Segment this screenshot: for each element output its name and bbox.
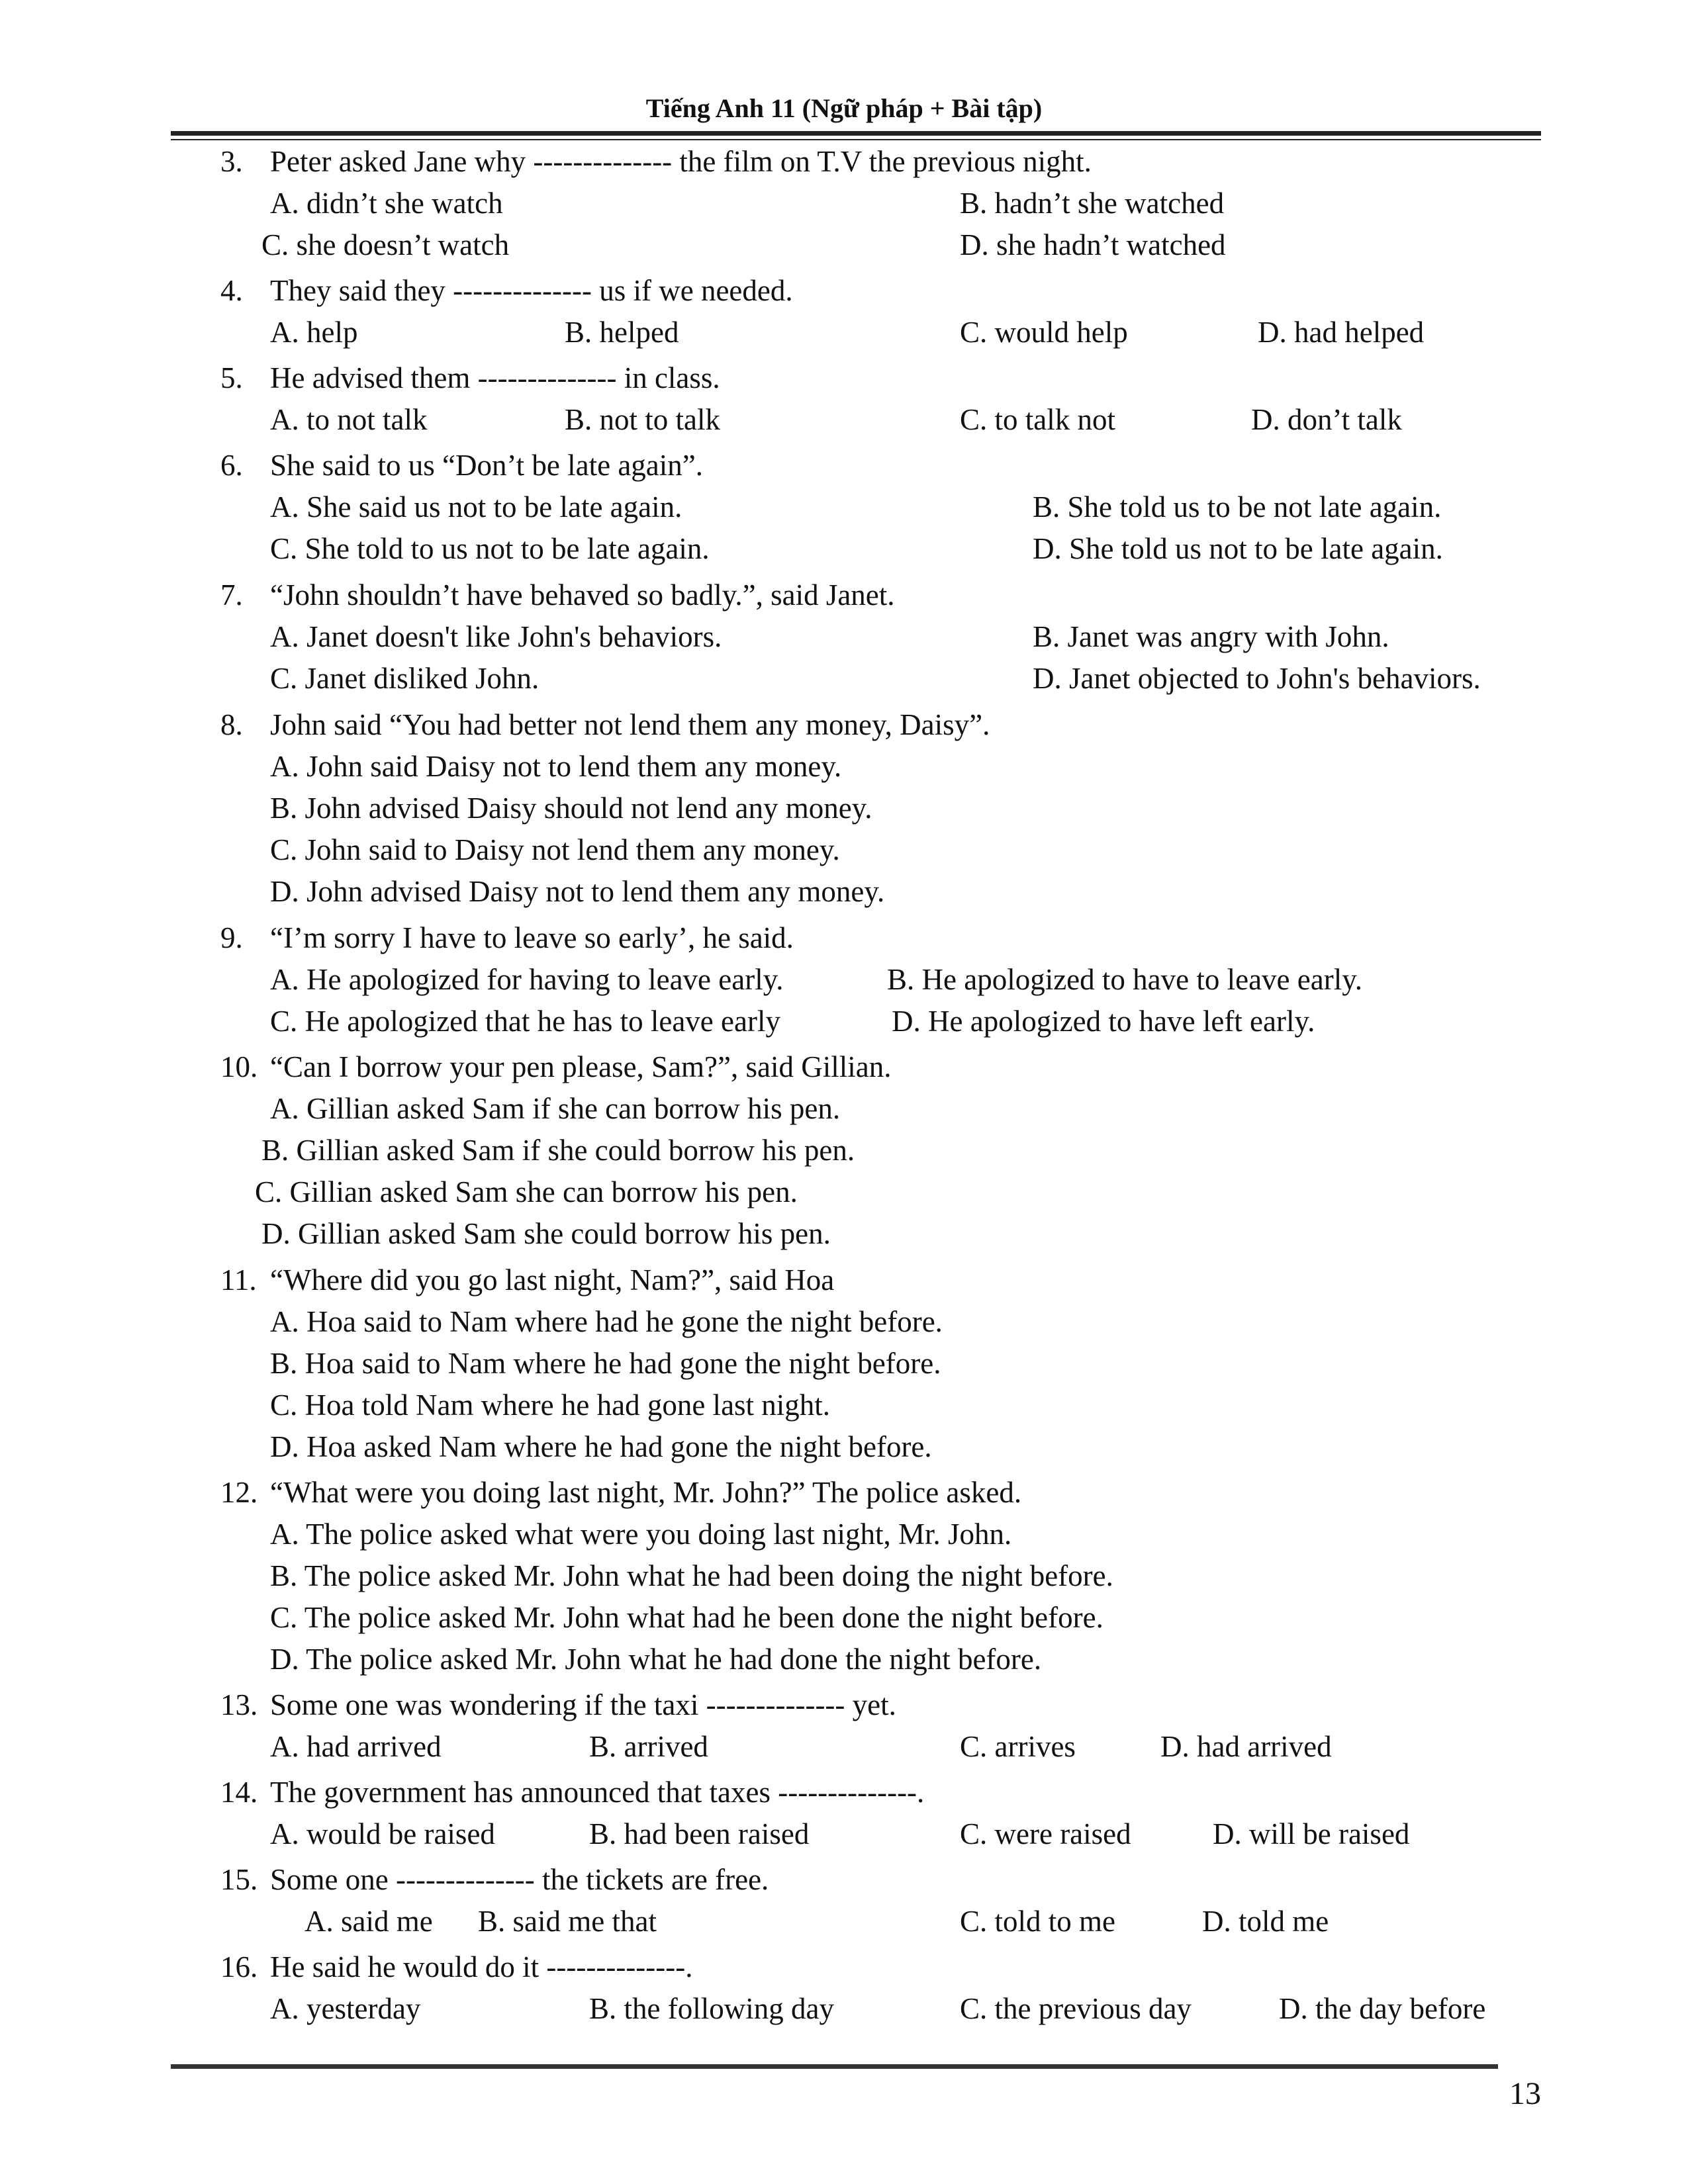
- answer-option: C. to talk not: [960, 403, 1115, 436]
- question-stem: “Where did you go last night, Nam?”, said Hoa: [270, 1263, 835, 1297]
- question-stem: He advised them -------------- in class.: [270, 361, 720, 394]
- question-stem: She said to us “Don’t be late again”.: [270, 449, 703, 482]
- answer-option: B. the following day: [589, 1992, 834, 2025]
- answer-option: C. told to me: [960, 1905, 1115, 1938]
- answer-option: B. John advised Daisy should not lend any money.: [270, 792, 872, 825]
- answer-option: D. had arrived: [1160, 1730, 1332, 1763]
- answer-option: A. He apologized for having to leave early.: [270, 963, 784, 996]
- answer-option: C. She told to us not to be late again.: [270, 532, 710, 565]
- answer-option: B. She told us to be not late again.: [1033, 490, 1442, 523]
- question-number: 5.: [220, 361, 243, 394]
- answer-option: B. arrived: [589, 1730, 708, 1763]
- answer-option: A. John said Daisy not to lend them any money.: [270, 750, 842, 783]
- answer-option: A. help: [270, 316, 358, 349]
- question-number: 14.: [220, 1776, 258, 1809]
- answer-option: D. Hoa asked Nam where he had gone the night before.: [270, 1430, 932, 1463]
- answer-option: C. He apologized that he has to leave early: [270, 1005, 780, 1038]
- answer-option: B. not to talk: [565, 403, 720, 436]
- question-number: 11.: [220, 1263, 257, 1297]
- answer-option: C. Janet disliked John.: [270, 662, 539, 695]
- answer-option: C. were raised: [960, 1817, 1131, 1850]
- answer-option: A. would be raised: [270, 1817, 495, 1850]
- answer-option: C. Gillian asked Sam she can borrow his pen.: [255, 1175, 798, 1208]
- question-number: 7.: [220, 578, 243, 612]
- question-number: 4.: [220, 274, 243, 307]
- answer-option: A. Hoa said to Nam where had he gone the night before.: [270, 1305, 943, 1338]
- answer-option: A. yesterday: [270, 1992, 421, 2025]
- answer-option: D. the day before: [1279, 1992, 1486, 2025]
- question-stem: He said he would do it --------------.: [270, 1950, 693, 1983]
- answer-option: D. don’t talk: [1251, 403, 1402, 436]
- question-stem: The government has announced that taxes --------------.: [270, 1776, 925, 1809]
- answer-option: D. John advised Daisy not to lend them any money.: [270, 875, 885, 908]
- question-stem: “What were you doing last night, Mr. John?” The police asked.: [270, 1476, 1022, 1509]
- question-number: 6.: [220, 449, 243, 482]
- answer-option: B. had been raised: [589, 1817, 810, 1850]
- answer-option: B. helped: [565, 316, 679, 349]
- question-stem: They said they -------------- us if we needed.: [270, 274, 793, 307]
- question-stem: Some one -------------- the tickets are free.: [270, 1863, 769, 1896]
- answer-option: D. Janet objected to John's behaviors.: [1033, 662, 1481, 695]
- answer-option: B. hadn’t she watched: [960, 187, 1225, 220]
- answer-option: B. He apologized to have to leave early.: [887, 963, 1363, 996]
- answer-option: B. Hoa said to Nam where he had gone the night before.: [270, 1347, 941, 1380]
- question-number: 16.: [220, 1950, 258, 1983]
- answer-option: A. to not talk: [270, 403, 428, 436]
- answer-option: A. Janet doesn't like John's behaviors.: [270, 620, 722, 653]
- answer-option: A. said me: [305, 1905, 433, 1938]
- page-number: 13: [1509, 2076, 1541, 2111]
- question-stem: “John shouldn’t have behaved so badly.”, said Janet.: [270, 578, 895, 612]
- answer-option: C. the previous day: [960, 1992, 1192, 2025]
- question-number: 9.: [220, 921, 243, 954]
- answer-option: C. Hoa told Nam where he had gone last night.: [270, 1388, 831, 1422]
- answer-option: C. John said to Daisy not lend them any money.: [270, 833, 840, 866]
- answer-option: D. He apologized to have left early.: [892, 1005, 1315, 1038]
- answer-option: D. told me: [1202, 1905, 1329, 1938]
- question-stem: John said “You had better not lend them any money, Daisy”.: [270, 708, 990, 741]
- answer-option: B. Gillian asked Sam if she could borrow his pen.: [261, 1134, 855, 1167]
- answer-option: C. arrives: [960, 1730, 1076, 1763]
- question-number: 3.: [220, 145, 243, 178]
- answer-option: A. She said us not to be late again.: [270, 490, 682, 523]
- answer-option: D. She told us not to be late again.: [1033, 532, 1443, 565]
- question-stem: Peter asked Jane why -------------- the film on T.V the previous night.: [270, 145, 1092, 178]
- answer-option: B. said me that: [478, 1905, 657, 1938]
- question-stem: “Can I borrow your pen please, Sam?”, said Gillian.: [270, 1050, 892, 1083]
- question-stem: “I’m sorry I have to leave so early’, he said.: [270, 921, 794, 954]
- question-number: 12.: [220, 1476, 258, 1509]
- page-title: Tiếng Anh 11 (Ngữ pháp + Bài tập): [645, 93, 1043, 123]
- answer-option: D. she hadn’t watched: [960, 228, 1226, 261]
- question-stem: Some one was wondering if the taxi -------------- yet.: [270, 1688, 896, 1721]
- answer-option: D. will be raised: [1213, 1817, 1410, 1850]
- question-number: 8.: [220, 708, 243, 741]
- answer-option: D. Gillian asked Sam she could borrow his pen.: [261, 1217, 831, 1250]
- answer-option: B. Janet was angry with John.: [1033, 620, 1389, 653]
- question-number: 10.: [220, 1050, 258, 1083]
- answer-option: B. The police asked Mr. John what he had been doing the night before.: [270, 1559, 1113, 1592]
- footer-rule: [171, 2064, 1498, 2069]
- question-number: 13.: [220, 1688, 258, 1721]
- answer-option: C. The police asked Mr. John what had he been done the night before.: [270, 1601, 1103, 1634]
- answer-option: C. would help: [960, 316, 1128, 349]
- answer-option: D. had helped: [1258, 316, 1425, 349]
- answer-option: A. had arrived: [270, 1730, 442, 1763]
- answer-option: A. Gillian asked Sam if she can borrow his pen.: [270, 1092, 841, 1125]
- answer-option: D. The police asked Mr. John what he had done the night before.: [270, 1643, 1042, 1676]
- question-number: 15.: [220, 1863, 258, 1896]
- answer-option: A. didn’t she watch: [270, 187, 503, 220]
- answer-option: A. The police asked what were you doing last night, Mr. John.: [270, 1518, 1012, 1551]
- answer-option: C. she doesn’t watch: [261, 228, 510, 261]
